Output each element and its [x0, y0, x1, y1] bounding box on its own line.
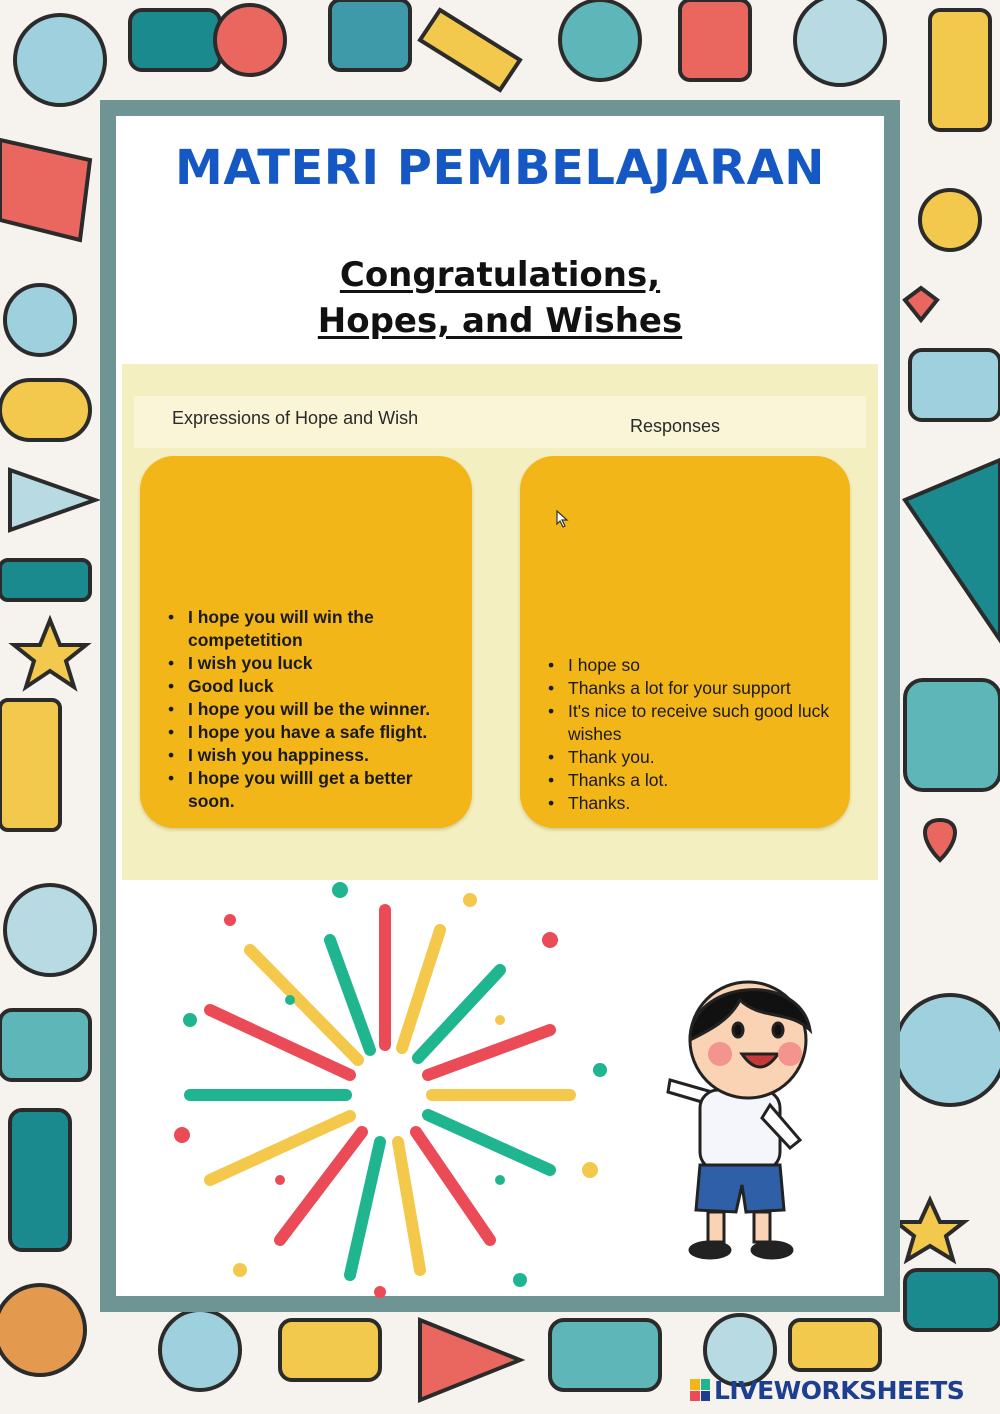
liveworksheets-logo-icon: [690, 1379, 710, 1401]
hope-wish-heading: Expressions of Hope and Wish: [172, 408, 419, 428]
fireworks-illustration: [170, 880, 630, 1300]
list-item: • I hope you willl get a better soon.: [164, 767, 456, 813]
list-item: • I hope you will win the competetition: [164, 606, 456, 652]
cursor-icon: [556, 510, 570, 528]
responses-list: [544, 654, 836, 815]
responses-heading: Responses: [630, 416, 721, 436]
dabbing-boy-illustration: [650, 970, 870, 1270]
lesson-subtitle: [116, 252, 884, 344]
list-item: • Thank you.: [544, 746, 836, 769]
subtitle-line-2: Hopes, and Wishes: [317, 301, 683, 341]
list-item: • I wish you happiness.: [164, 744, 456, 767]
page-title: MATERI PEMBELAJARAN: [175, 140, 825, 196]
hope-wish-list: [164, 606, 456, 813]
list-item: • I hope so: [544, 654, 836, 677]
list-item: • I hope you have a safe flight.: [164, 721, 456, 744]
liveworksheets-brand: [690, 1374, 964, 1406]
list-item: • Thanks a lot for your support: [544, 677, 836, 700]
list-item: • Thanks a lot.: [544, 769, 836, 792]
list-item: • Good luck: [164, 675, 456, 698]
list-item: • I wish you luck: [164, 652, 456, 675]
brand-text: LIVEWORKSHEETS: [714, 1375, 965, 1405]
list-item: • Thanks.: [544, 792, 836, 815]
hope-wish-card: [140, 456, 472, 828]
subtitle-line-1: Congratulations,: [339, 255, 661, 295]
list-item: • It's nice to receive such good luck wishes: [544, 700, 836, 746]
lesson-slide-image: [122, 364, 878, 880]
list-item: • I hope you will be the winner.: [164, 698, 456, 721]
